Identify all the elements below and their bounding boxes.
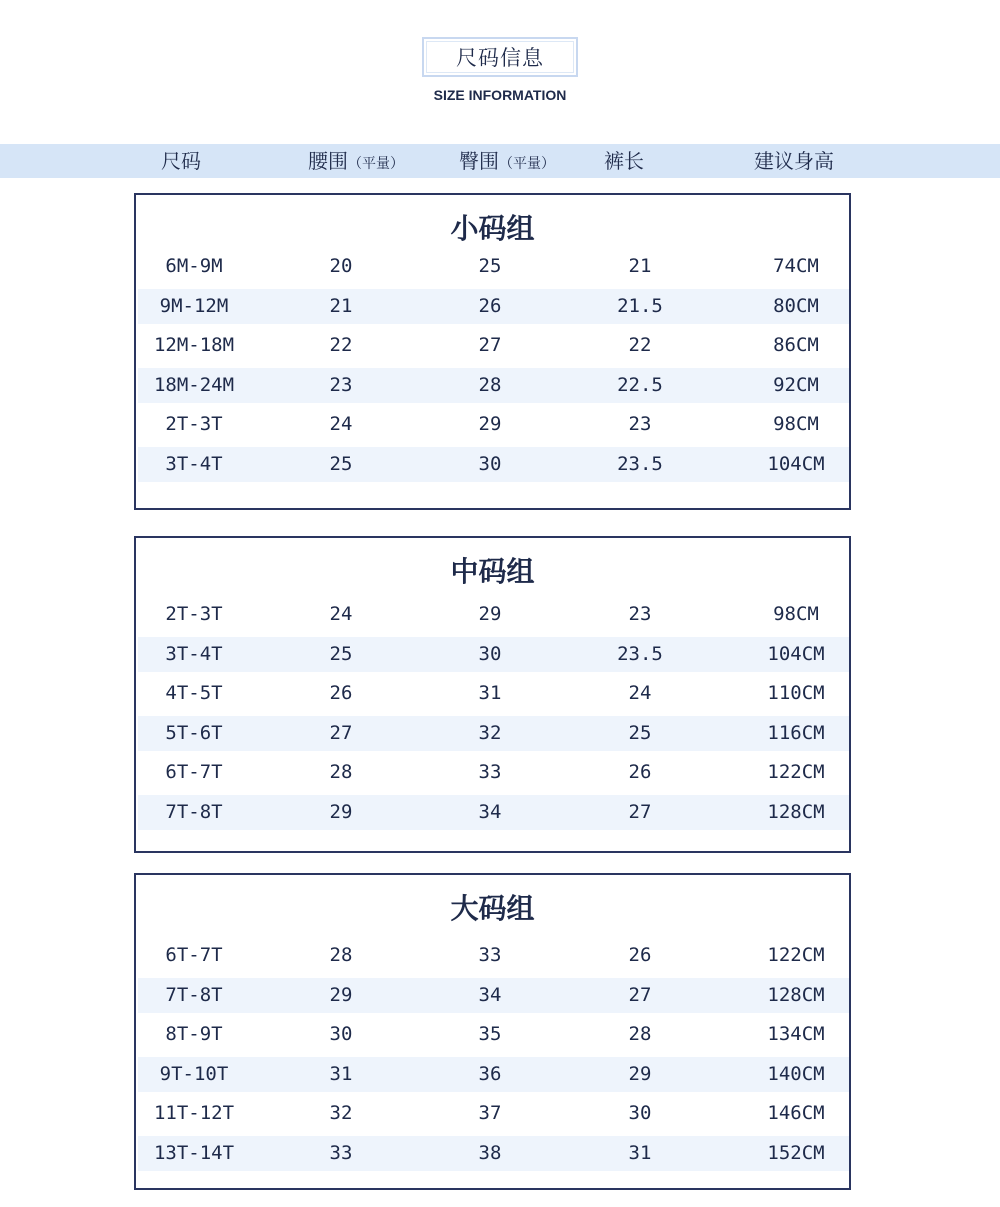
column-unit: （平量）: [499, 156, 555, 172]
table-cell: 23.5: [617, 643, 663, 665]
table-row: [138, 597, 849, 632]
table-row: [138, 637, 849, 672]
table-cell: 80CM: [773, 295, 819, 317]
column-unit: （平量）: [348, 156, 404, 172]
table-cell: 38: [478, 1142, 502, 1164]
table-cell: 29: [329, 984, 353, 1006]
table-cell: 9T-10T: [159, 1063, 229, 1085]
table-cell: 29: [478, 413, 502, 435]
column-label: 尺码: [161, 149, 201, 173]
table-row: [138, 716, 849, 751]
table-row: [138, 978, 849, 1013]
table-cell: 25: [329, 643, 353, 665]
table-cell: 140CM: [767, 1063, 825, 1085]
table-cell: 23: [628, 603, 652, 625]
column-header-size: [161, 144, 201, 178]
table-cell: 23: [329, 374, 353, 396]
table-cell: 30: [478, 453, 502, 475]
table-cell: 26: [628, 944, 652, 966]
column-label: 建议身高: [754, 149, 834, 173]
table-row: [138, 1057, 849, 1092]
table-cell: 8T-9T: [165, 1023, 223, 1045]
table-cell: 23.5: [617, 453, 663, 475]
table-cell: 11T-12T: [153, 1102, 235, 1124]
group-title: 小码组: [450, 212, 535, 245]
table-cell: 13T-14T: [153, 1142, 235, 1164]
table-cell: 104CM: [767, 643, 825, 665]
table-cell: 25: [628, 722, 652, 744]
table-row: [138, 938, 849, 973]
table-cell: 5T-6T: [165, 722, 223, 744]
table-cell: 6M-9M: [165, 255, 223, 277]
table-cell: 9M-12M: [159, 295, 229, 317]
table-cell: 28: [478, 374, 502, 396]
table-cell: 22.5: [617, 374, 663, 396]
table-cell: 27: [329, 722, 353, 744]
table-cell: 18M-24M: [153, 374, 235, 396]
table-row: [138, 289, 849, 324]
table-cell: 30: [628, 1102, 652, 1124]
size-group: [134, 873, 851, 1190]
table-cell: 26: [329, 682, 353, 704]
table-cell: 4T-5T: [165, 682, 223, 704]
table-cell: 33: [478, 944, 502, 966]
table-cell: 26: [478, 295, 502, 317]
column-label: 腰围: [308, 149, 348, 173]
page-subtitle: SIZE INFORMATION: [433, 87, 567, 103]
table-cell: 22: [329, 334, 353, 356]
table-cell: 22: [628, 334, 652, 356]
group-title: 大码组: [450, 892, 535, 925]
table-cell: 31: [478, 682, 502, 704]
table-row: [138, 368, 849, 403]
table-row: [138, 795, 849, 830]
table-cell: 25: [478, 255, 502, 277]
table-cell: 146CM: [767, 1102, 825, 1124]
size-group: [134, 536, 851, 853]
column-label: 臀围: [459, 149, 499, 173]
table-cell: 30: [478, 643, 502, 665]
table-cell: 6T-7T: [165, 761, 223, 783]
table-cell: 26: [628, 761, 652, 783]
table-cell: 104CM: [767, 453, 825, 475]
size-group: [134, 193, 851, 510]
table-cell: 7T-8T: [165, 801, 223, 823]
table-cell: 25: [329, 453, 353, 475]
table-cell: 24: [329, 413, 353, 435]
column-header-hip: [459, 144, 555, 178]
table-cell: 30: [329, 1023, 353, 1045]
table-cell: 31: [628, 1142, 652, 1164]
table-cell: 27: [478, 334, 502, 356]
table-cell: 33: [478, 761, 502, 783]
table-cell: 134CM: [767, 1023, 825, 1045]
table-cell: 2T-3T: [165, 603, 223, 625]
table-cell: 21: [329, 295, 353, 317]
table-cell: 29: [628, 1063, 652, 1085]
table-cell: 28: [329, 761, 353, 783]
table-row: [138, 755, 849, 790]
table-cell: 92CM: [773, 374, 819, 396]
table-row: [138, 328, 849, 363]
table-cell: 6T-7T: [165, 944, 223, 966]
column-header-band: [0, 144, 1000, 178]
table-row: [138, 1136, 849, 1171]
table-cell: 33: [329, 1142, 353, 1164]
column-label: 裤长: [604, 149, 644, 173]
table-row: [138, 676, 849, 711]
table-cell: 36: [478, 1063, 502, 1085]
table-cell: 3T-4T: [165, 643, 223, 665]
table-cell: 152CM: [767, 1142, 825, 1164]
table-cell: 3T-4T: [165, 453, 223, 475]
table-cell: 110CM: [767, 682, 825, 704]
table-row: [138, 407, 849, 442]
table-cell: 32: [478, 722, 502, 744]
page-title: 尺码信息: [422, 37, 578, 77]
table-cell: 27: [628, 984, 652, 1006]
table-cell: 34: [478, 801, 502, 823]
table-cell: 2T-3T: [165, 413, 223, 435]
table-cell: 128CM: [767, 801, 825, 823]
table-cell: 74CM: [773, 255, 819, 277]
table-cell: 128CM: [767, 984, 825, 1006]
table-cell: 12M-18M: [153, 334, 235, 356]
table-cell: 23: [628, 413, 652, 435]
table-row: [138, 1096, 849, 1131]
table-cell: 29: [329, 801, 353, 823]
table-cell: 29: [478, 603, 502, 625]
table-cell: 20: [329, 255, 353, 277]
table-cell: 24: [329, 603, 353, 625]
table-cell: 86CM: [773, 334, 819, 356]
table-cell: 21: [628, 255, 652, 277]
table-cell: 122CM: [767, 944, 825, 966]
table-cell: 27: [628, 801, 652, 823]
table-cell: 116CM: [767, 722, 825, 744]
table-cell: 35: [478, 1023, 502, 1045]
table-cell: 32: [329, 1102, 353, 1124]
table-row: [138, 249, 849, 284]
table-cell: 122CM: [767, 761, 825, 783]
table-row: [138, 447, 849, 482]
table-cell: 34: [478, 984, 502, 1006]
column-header-waist: [308, 144, 404, 178]
table-cell: 7T-8T: [165, 984, 223, 1006]
table-cell: 28: [628, 1023, 652, 1045]
table-row: [138, 1017, 849, 1052]
table-cell: 31: [329, 1063, 353, 1085]
group-title: 中码组: [450, 555, 535, 588]
table-cell: 21.5: [617, 295, 663, 317]
column-header-height: [754, 144, 834, 178]
column-header-length: [604, 144, 644, 178]
table-cell: 28: [329, 944, 353, 966]
table-cell: 24: [628, 682, 652, 704]
table-cell: 98CM: [773, 603, 819, 625]
table-cell: 37: [478, 1102, 502, 1124]
table-cell: 98CM: [773, 413, 819, 435]
